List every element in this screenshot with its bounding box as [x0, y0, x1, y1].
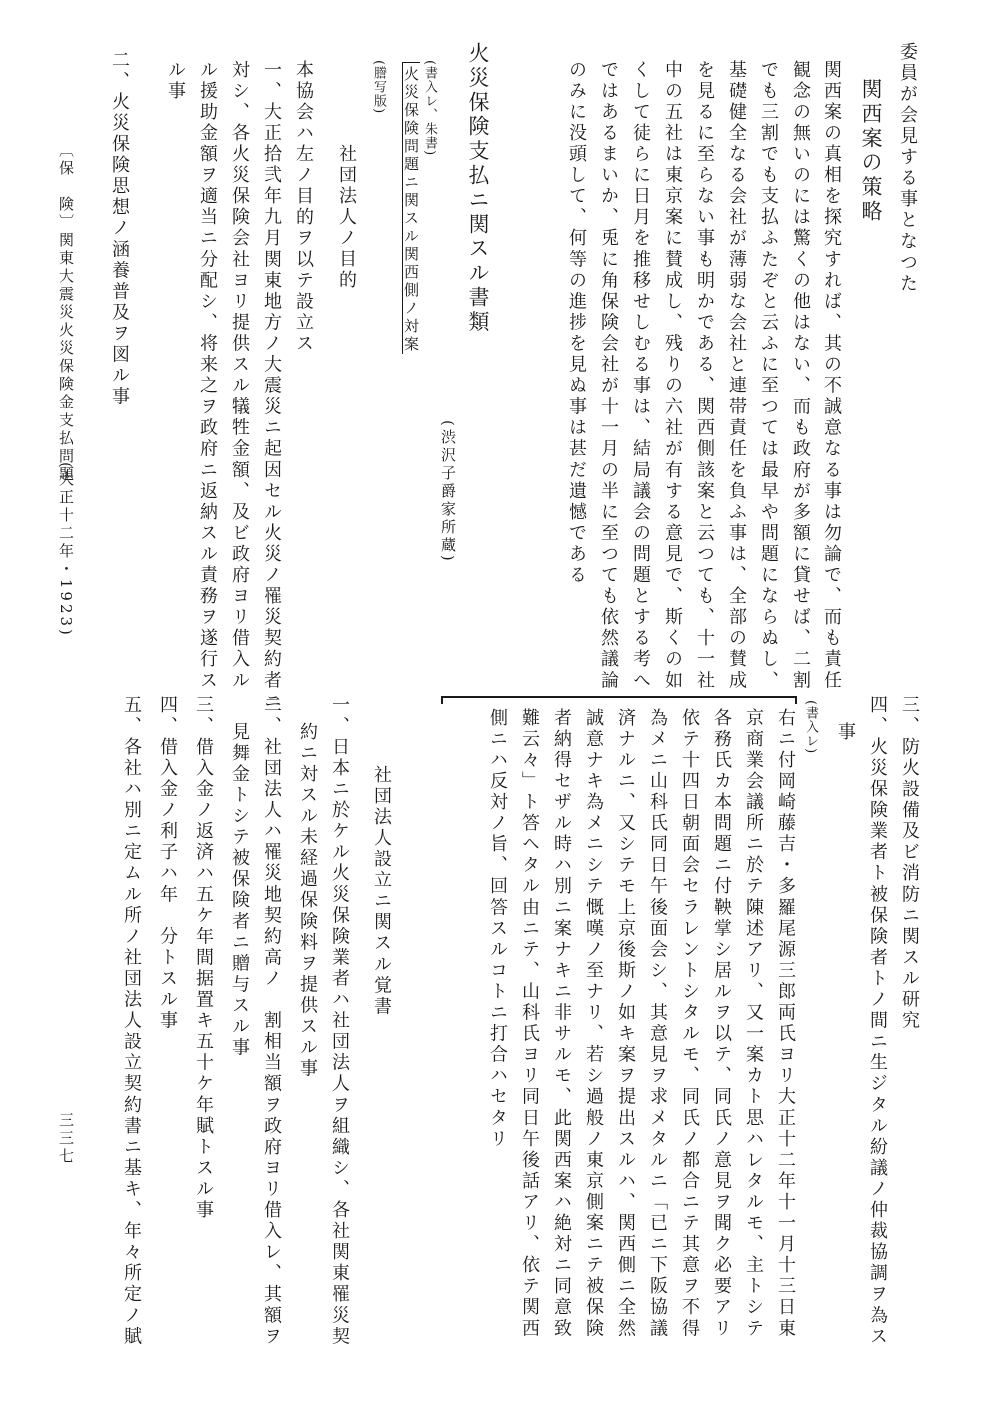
- body-line: でも三割でも支払ふたぞと云ふに至つては最早や問題にならぬし、: [758, 60, 779, 692]
- note-line: 者納得セザル時ハ別ニ案ナキニ非サルモ、此関西案ハ絶対ニ同意致: [551, 708, 572, 1340]
- memo-item-1: 一、日本ニ於ケル火災保険業者ハ社団法人ヲ組織シ、各社関東罹災契: [329, 695, 350, 1348]
- footer-era: (大正十二年・1923): [57, 462, 75, 638]
- annotation-bracket-top: [441, 696, 797, 698]
- annotation-bracket-left: [441, 696, 443, 704]
- memo-item-4: 四、借入金ノ利子ハ年 分トスル事: [157, 695, 178, 1032]
- document-source: (渋沢子爵家所蔵): [439, 420, 457, 564]
- annotation-note-label: (書入レ): [803, 700, 818, 755]
- document-title: 火災保険支払ニ関スル書類: [466, 42, 490, 335]
- memo-item-2: 二、社団法人ハ罹災地契約高ノ 割相当額ヲ政府ヨリ借入レ、其額ヲ: [261, 695, 282, 1348]
- list-item-3: 三、防火設備及ビ消防ニ関スル研究: [899, 695, 920, 1032]
- note-line: 済ナルニ、又シテモ上京後斯ノ如キ案ヲ提出スルハ、関西側ニ全然: [615, 708, 636, 1340]
- note-line: 誠意ナキ為メニシテ慨嘆ノ至ナリ、若シ過般ノ東京側案ニテ被保険: [583, 708, 604, 1340]
- memo-line: 約ニ対スル未経過保険料ヲ提供スル事: [297, 722, 318, 1080]
- body-line: のみに没頭して、何等の進捗を見ぬ事は甚だ遺憾である: [566, 60, 587, 587]
- memo-line: 見舞金トシテ被保険者ニ贈与スル事: [229, 722, 250, 1059]
- annotation-vermilion-note: (書入レ、朱書): [422, 60, 437, 157]
- list-item-1: 一、大正拾弐年九月関東地方ノ大震災ニ起因セル火災ノ罹災契約者ニ: [261, 60, 282, 713]
- list-item-4-end: 事: [835, 722, 856, 744]
- line-committee-meeting: 委員が会見する事となつた: [897, 42, 918, 295]
- body-line: 本協会ハ左ノ目的ヲ以テ設立ス: [293, 60, 314, 355]
- note-line: 各務氏カ本問題ニ付鞅掌シ居ルヲ以テ、同氏ノ意見ヲ聞ク必要アリ: [711, 708, 732, 1340]
- note-line: 依テ十四日朝面会セラレントシタルモ、同氏ノ都合ニテ其意ヲ不得: [679, 708, 700, 1340]
- memo-item-5: 五、各社ハ別ニ定ムル所ノ社団法人設立契約書ニ基キ、年々所定ノ賦: [121, 695, 142, 1348]
- footer-section-label: 〔保 険〕: [57, 142, 75, 232]
- body-line: くして徒らに日月を推移せしむる事は、結局議会の問題とする考へ: [630, 60, 651, 692]
- body-line: ル援助金額ヲ適当ニ分配シ、将来之ヲ政府ニ返納スル責務ヲ遂行ス: [197, 60, 218, 692]
- body-line: 中の五社は東京案に賛成し、残りの六社が有する意見で、斯くの如: [662, 60, 683, 692]
- body-line: 観念の無いのには驚くの他はない、而も政府が多額に貸せば、二割: [790, 60, 811, 692]
- memo-heading: 社団法人設立ニ関スル覚書: [371, 765, 392, 1018]
- body-line: 関西案の真相を探究すれば、其の不誠意なる事は勿論で、而も責任: [821, 60, 842, 692]
- note-line: 右ニ付岡崎藤吉・多羅尾源三郎両氏ヨリ大正十二年十一月十三日東: [775, 708, 796, 1340]
- list-item-4: 四、火災保険業者ト被保険者トノ間ニ生ジタル紛議ノ仲裁協調ヲ為ス: [867, 695, 888, 1348]
- note-line: 側ニハ反対ノ旨、回答スルコトニ打合ハセタリ: [487, 708, 508, 1151]
- note-line: 京商業会議所ニ於テ陳述アリ、又一案カト思ハレタルモ、主トシテ: [743, 708, 764, 1340]
- body-line: ではあるまいか、兎に角保険会社が十一月の半に至つても依然議論: [598, 60, 619, 692]
- body-line: 基礎健全なる会社が薄弱な会社と連帯責任を負ふ事は、全部の賛成: [726, 60, 747, 692]
- list-item-2: 二、火災保険思想ノ涵養普及ヲ図ル事: [109, 50, 130, 408]
- annotation-bracket-right: [795, 696, 797, 704]
- mimeograph-note: (謄写版): [371, 60, 386, 115]
- memo-item-3: 三、借入金ノ返済ハ五ケ年間据置キ五十ケ年賦トスル事: [193, 695, 214, 1222]
- page-number: 三三七: [57, 1112, 75, 1166]
- annotation-boxed-title: 火災保険問題ニ関スル関西側ノ対案: [402, 62, 420, 354]
- footer-book-title: 関東大震災火災保険金支払問題: [57, 232, 75, 484]
- section-heading-kansai-strategy: 関西案の策略: [859, 78, 883, 225]
- body-line: を見るに至らない事も明かである、関西側該案と云つても、十一社: [694, 60, 715, 692]
- note-line: 難云々」ト答ヘタル由ニテ、山科氏ヨリ同日午後話アリ、依テ関西: [519, 708, 540, 1340]
- body-line: 対シ、各火災保険会社ヨリ提供スル犠牲金額、及ビ政府ヨリ借入ル: [229, 60, 250, 692]
- body-line: ル事: [165, 60, 186, 103]
- heading-purpose: 社団法人ノ目的: [336, 144, 357, 292]
- note-line: 為メニ山科氏同日午後面会シ、其意見ヲ求メタルニ「已ニ下阪協議: [647, 708, 668, 1340]
